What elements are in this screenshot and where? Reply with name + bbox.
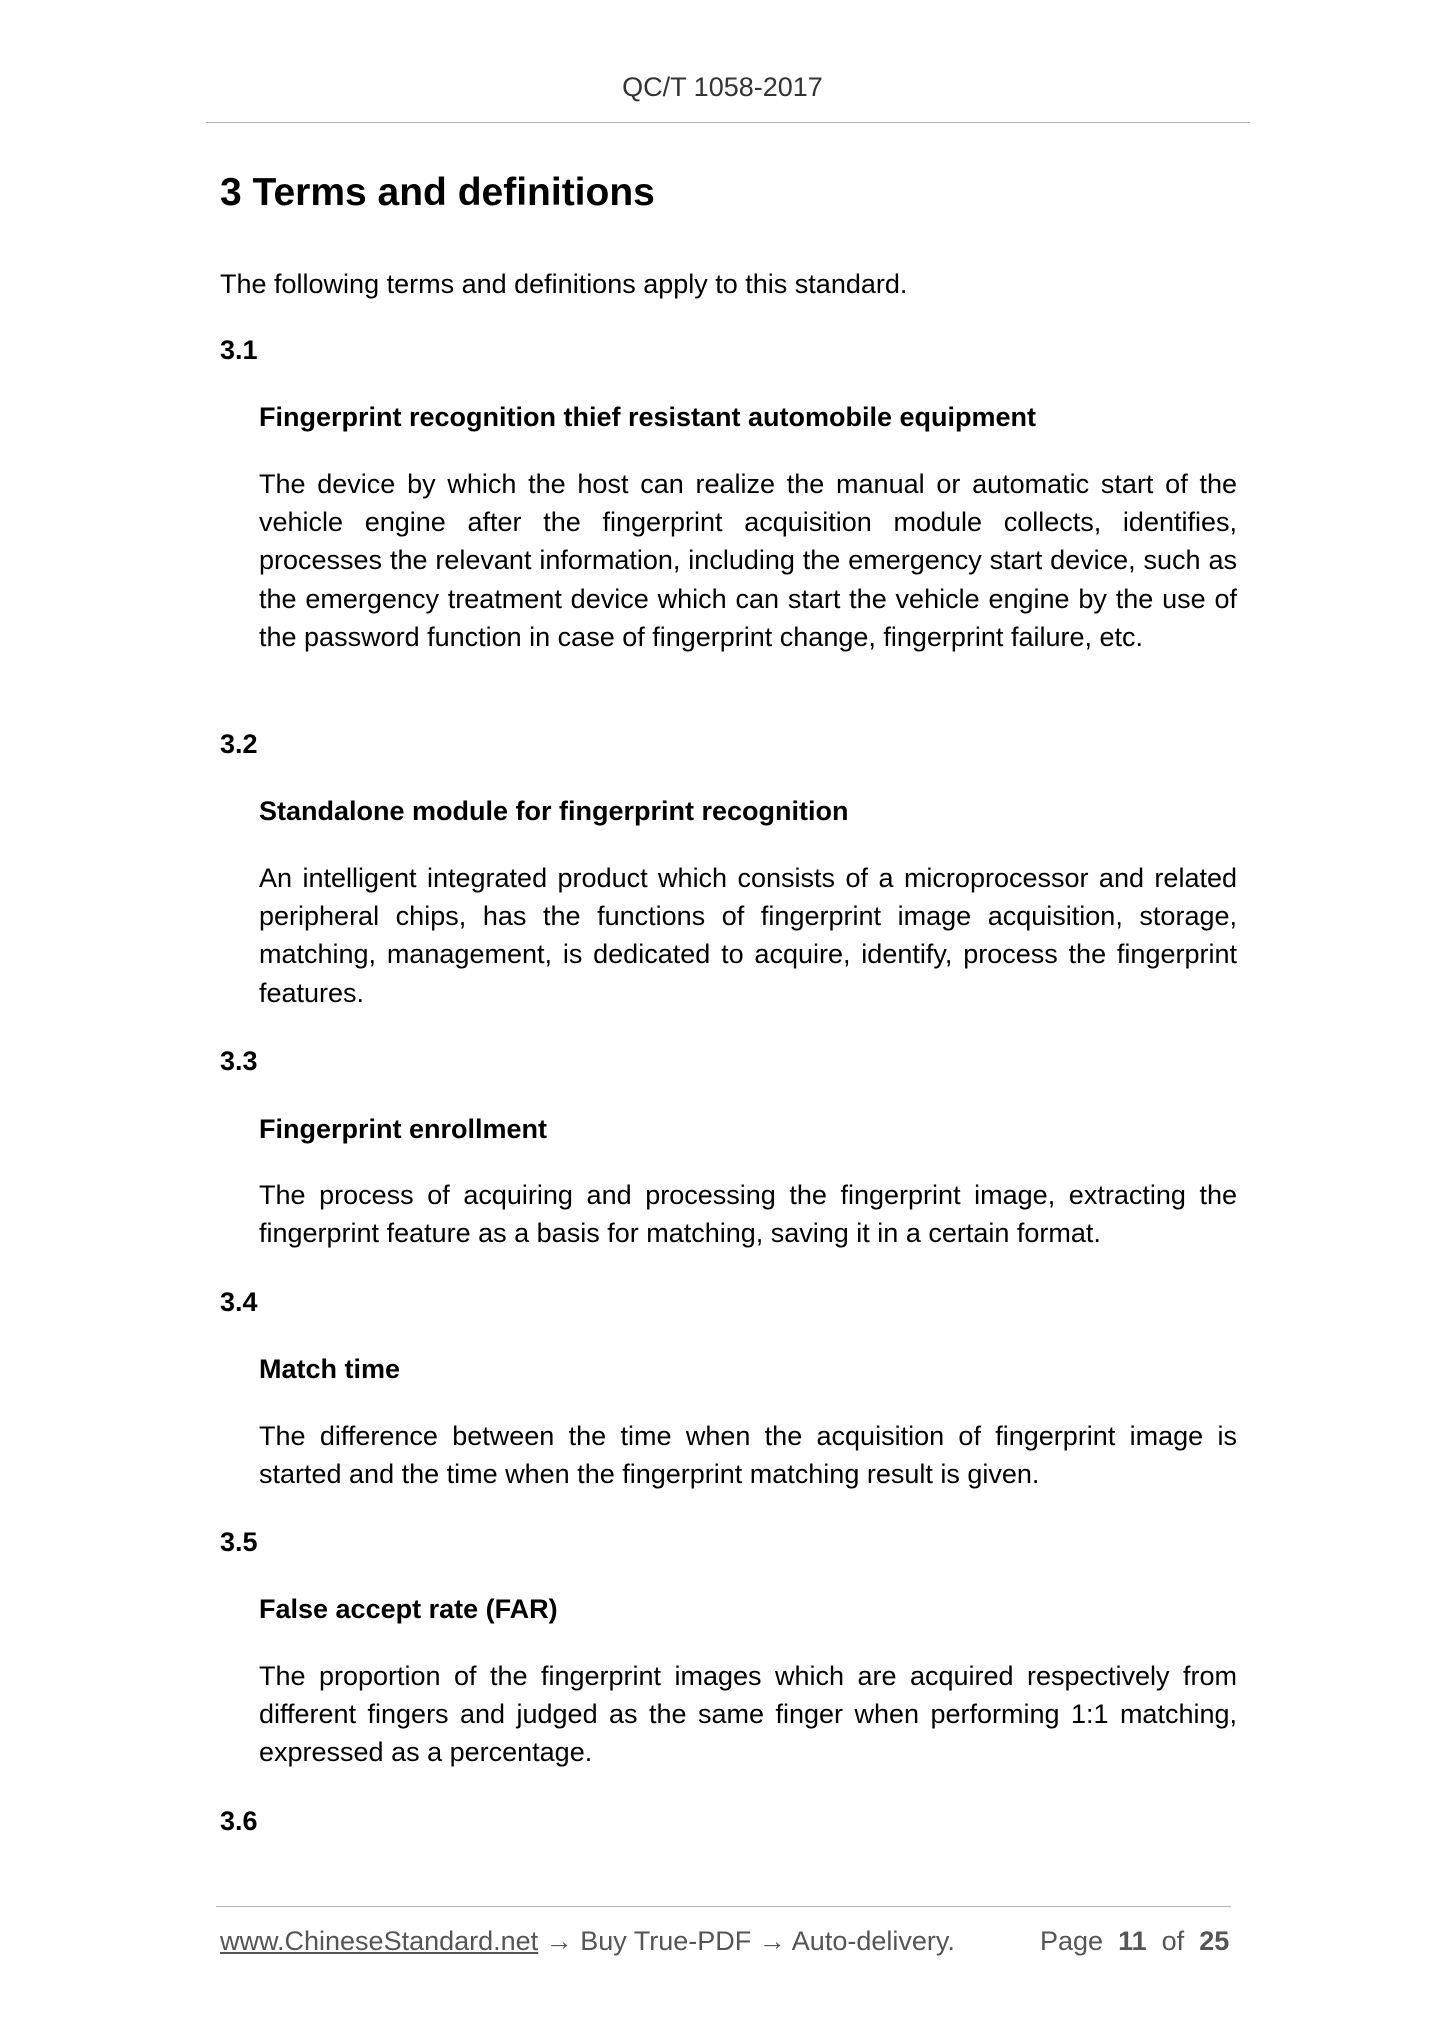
entry-term: Standalone module for fingerprint recognition: [259, 796, 849, 826]
entry-term: Match time: [259, 1354, 401, 1384]
page-indicator: [1040, 1922, 1229, 1960]
of-label: of: [1161, 1926, 1185, 1956]
auto-delivery-text: Auto-delivery.: [791, 1926, 955, 1956]
header-divider: [206, 122, 1250, 123]
page-label: Page: [1040, 1926, 1104, 1956]
entry-definition: The device by which the host can realize the manual or automatic start of the vehicle engine after the fingerprint acquisition module collects, identifies, processes the relevant information, including the emergency start device, such as the emergency treatment device which can start the vehicle engine by the use of the password function in case of fingerprint change, fingerprint failure, etc.: [259, 469, 1237, 652]
arrow-right-icon: →: [758, 1926, 786, 1956]
footer-divider: [216, 1906, 1231, 1907]
entry-number: 3.3: [220, 1046, 258, 1076]
entry-number: 3.1: [220, 335, 258, 365]
buy-pdf-text: Buy True-PDF: [580, 1926, 752, 1956]
footer-promo: [220, 1922, 955, 1960]
entry-number: 3.5: [220, 1527, 258, 1557]
entry-term: False accept rate (FAR): [259, 1594, 558, 1624]
website-link[interactable]: www.ChineseStandard.net: [220, 1926, 539, 1956]
entry-definition: The process of acquiring and processing the fingerprint image, extracting the fingerprint feature as a basis for matching, saving it in a certain format.: [259, 1180, 1237, 1249]
entry-definition: An intelligent integrated product which consists of a microprocessor and related peripheral chips, has the functions of fingerprint image acquisition, storage, matching, management, is dedicated to acquire, identify, process the fingerprint features.: [259, 863, 1237, 1008]
arrow-right-icon: →: [545, 1926, 573, 1956]
entry-number: 3.4: [220, 1287, 258, 1317]
entry-number: 3.6: [220, 1806, 258, 1836]
entry-number: 3.2: [220, 729, 258, 759]
section-title: 3 Terms and definitions: [220, 171, 655, 214]
entry-definition: The proportion of the fingerprint images which are acquired respectively from different fingers and judged as the same finger when performing 1:1 matching, expressed as a percentage.: [259, 1661, 1237, 1768]
total-pages: 25: [1199, 1926, 1230, 1956]
entry-definition: The difference between the time when the acquisition of fingerprint image is started and the time when the fingerprint matching result is given.: [259, 1421, 1237, 1490]
document-code-header: QC/T 1058-2017: [622, 72, 823, 102]
entry-term: Fingerprint enrollment: [259, 1114, 548, 1144]
section-intro: The following terms and definitions apply to this standard.: [220, 269, 908, 299]
entry-term: Fingerprint recognition thief resistant automobile equipment: [259, 402, 1037, 432]
page-number: 11: [1118, 1926, 1147, 1956]
